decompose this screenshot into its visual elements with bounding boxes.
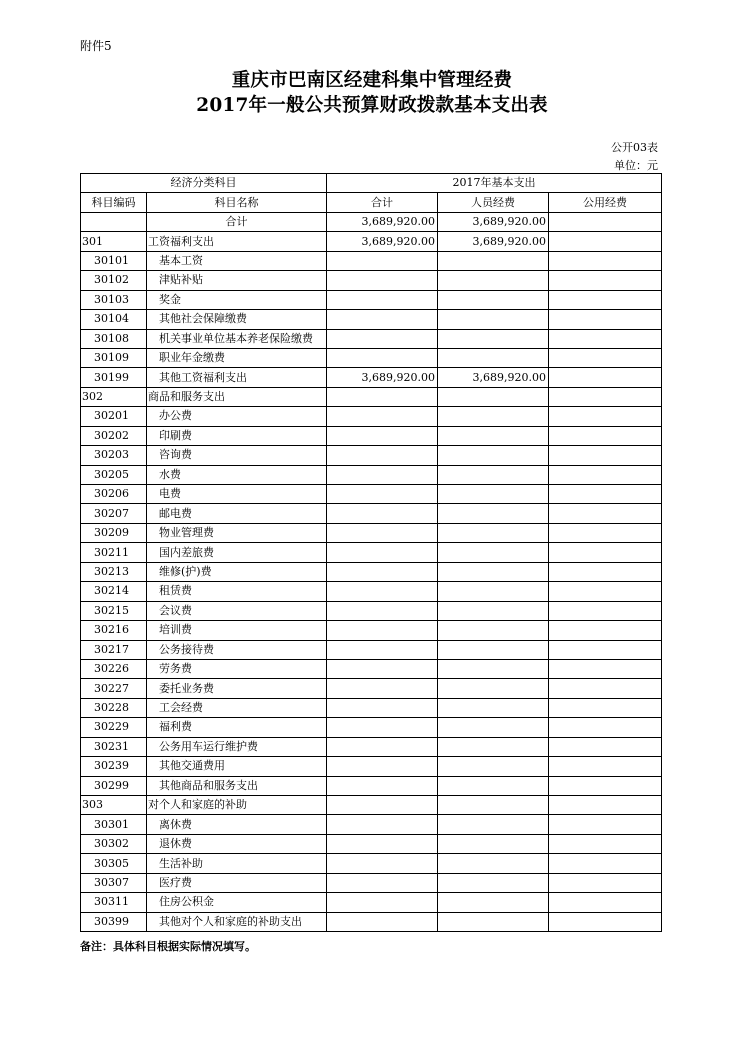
row-personnel bbox=[438, 485, 549, 504]
row-code: 30199 bbox=[81, 368, 147, 387]
row-name: 水费 bbox=[147, 465, 327, 484]
row-total bbox=[327, 426, 438, 445]
document-subtitle: 2017年一般公共预算财政拨款基本支出表 bbox=[196, 95, 548, 116]
row-public bbox=[549, 718, 662, 737]
row-public bbox=[549, 251, 662, 270]
table-row bbox=[81, 407, 662, 426]
row-code: 30307 bbox=[81, 873, 147, 892]
row-code: 30211 bbox=[81, 543, 147, 562]
row-code: 30228 bbox=[81, 698, 147, 717]
row-public bbox=[549, 523, 662, 542]
row-personnel bbox=[438, 543, 549, 562]
row-public bbox=[549, 893, 662, 912]
row-total bbox=[327, 523, 438, 542]
table-row bbox=[81, 659, 662, 678]
row-total bbox=[327, 290, 438, 309]
row-total bbox=[327, 446, 438, 465]
row-public bbox=[549, 368, 662, 387]
row-code: 30226 bbox=[81, 659, 147, 678]
table-row bbox=[81, 251, 662, 270]
row-total bbox=[327, 912, 438, 931]
table-row bbox=[81, 329, 662, 348]
row-personnel bbox=[438, 718, 549, 737]
table-row bbox=[81, 893, 662, 912]
row-total bbox=[327, 659, 438, 678]
row-name: 其他商品和服务支出 bbox=[147, 776, 327, 795]
row-name: 培训费 bbox=[147, 621, 327, 640]
row-personnel bbox=[438, 698, 549, 717]
annex-label: 附件5 bbox=[80, 39, 112, 53]
row-name: 公务用车运行维护费 bbox=[147, 737, 327, 756]
table-row bbox=[81, 523, 662, 542]
row-personnel bbox=[438, 387, 549, 406]
row-name: 退休费 bbox=[147, 834, 327, 853]
row-total bbox=[327, 757, 438, 776]
row-personnel bbox=[438, 873, 549, 892]
row-personnel bbox=[438, 815, 549, 834]
row-code: 30215 bbox=[81, 601, 147, 620]
row-public bbox=[549, 504, 662, 523]
row-personnel: 3,689,920.00 bbox=[438, 232, 549, 251]
row-code: 30102 bbox=[81, 271, 147, 290]
row-public bbox=[549, 679, 662, 698]
row-name: 其他交通费用 bbox=[147, 757, 327, 776]
row-code: 30301 bbox=[81, 815, 147, 834]
row-public bbox=[549, 446, 662, 465]
table-row bbox=[81, 387, 662, 406]
row-total bbox=[327, 698, 438, 717]
table-row bbox=[81, 368, 662, 387]
total-code-cell bbox=[81, 212, 147, 231]
row-public bbox=[549, 621, 662, 640]
header-code: 科目编码 bbox=[81, 193, 147, 212]
row-public bbox=[549, 737, 662, 756]
row-name: 公务接待费 bbox=[147, 640, 327, 659]
row-name: 医疗费 bbox=[147, 873, 327, 892]
row-public bbox=[549, 640, 662, 659]
row-name: 委托业务费 bbox=[147, 679, 327, 698]
row-personnel bbox=[438, 504, 549, 523]
row-name: 物业管理费 bbox=[147, 523, 327, 542]
table-row bbox=[81, 290, 662, 309]
row-name: 电费 bbox=[147, 485, 327, 504]
row-name: 工会经费 bbox=[147, 698, 327, 717]
row-public bbox=[549, 582, 662, 601]
row-public bbox=[549, 485, 662, 504]
header-row-2 bbox=[81, 193, 662, 212]
row-total bbox=[327, 310, 438, 329]
table-row bbox=[81, 426, 662, 445]
row-personnel: 3,689,920.00 bbox=[438, 368, 549, 387]
row-name: 国内差旅费 bbox=[147, 543, 327, 562]
row-personnel bbox=[438, 659, 549, 678]
header-name: 科目名称 bbox=[147, 193, 327, 212]
row-personnel bbox=[438, 582, 549, 601]
row-name: 机关事业单位基本养老保险缴费 bbox=[147, 329, 327, 348]
row-personnel bbox=[438, 465, 549, 484]
row-total bbox=[327, 815, 438, 834]
footnote: 备注：具体科目根据实际情况填写。 bbox=[80, 940, 256, 953]
row-code: 30103 bbox=[81, 290, 147, 309]
expenditure-table bbox=[80, 173, 662, 932]
table-row bbox=[81, 582, 662, 601]
table-row bbox=[81, 815, 662, 834]
row-code: 30203 bbox=[81, 446, 147, 465]
row-personnel bbox=[438, 757, 549, 776]
row-code: 30207 bbox=[81, 504, 147, 523]
row-name: 其他社会保障缴费 bbox=[147, 310, 327, 329]
row-public bbox=[549, 815, 662, 834]
table-row bbox=[81, 348, 662, 367]
row-name: 会议费 bbox=[147, 601, 327, 620]
row-code: 30209 bbox=[81, 523, 147, 542]
row-name: 邮电费 bbox=[147, 504, 327, 523]
row-total bbox=[327, 582, 438, 601]
row-personnel bbox=[438, 679, 549, 698]
row-name: 租赁费 bbox=[147, 582, 327, 601]
header-basic-expense: 2017年基本支出 bbox=[327, 174, 662, 193]
row-code: 30213 bbox=[81, 562, 147, 581]
header-total: 合计 bbox=[327, 193, 438, 212]
row-personnel bbox=[438, 893, 549, 912]
row-personnel bbox=[438, 251, 549, 270]
header-public: 公用经费 bbox=[549, 193, 662, 212]
row-personnel bbox=[438, 523, 549, 542]
row-personnel bbox=[438, 854, 549, 873]
row-total bbox=[327, 621, 438, 640]
row-name: 商品和服务支出 bbox=[147, 387, 327, 406]
row-code: 30205 bbox=[81, 465, 147, 484]
row-public bbox=[549, 310, 662, 329]
row-personnel bbox=[438, 426, 549, 445]
table-row bbox=[81, 271, 662, 290]
table-row bbox=[81, 543, 662, 562]
row-total bbox=[327, 465, 438, 484]
row-total bbox=[327, 893, 438, 912]
row-public bbox=[549, 601, 662, 620]
row-public bbox=[549, 290, 662, 309]
table-row bbox=[81, 562, 662, 581]
total-personnel: 3,689,920.00 bbox=[438, 212, 549, 231]
row-total bbox=[327, 640, 438, 659]
row-code: 30202 bbox=[81, 426, 147, 445]
table-row bbox=[81, 679, 662, 698]
row-code: 30231 bbox=[81, 737, 147, 756]
header-personnel: 人员经费 bbox=[438, 193, 549, 212]
row-code: 30305 bbox=[81, 854, 147, 873]
row-name: 维修(护)费 bbox=[147, 562, 327, 581]
row-personnel bbox=[438, 796, 549, 815]
form-code: 公开03表 bbox=[611, 141, 658, 154]
row-total bbox=[327, 834, 438, 853]
row-personnel bbox=[438, 407, 549, 426]
table-row bbox=[81, 718, 662, 737]
table-row bbox=[81, 737, 662, 756]
row-code: 30217 bbox=[81, 640, 147, 659]
row-name: 咨询费 bbox=[147, 446, 327, 465]
row-total bbox=[327, 251, 438, 270]
row-code: 30216 bbox=[81, 621, 147, 640]
row-code: 30239 bbox=[81, 757, 147, 776]
row-public bbox=[549, 387, 662, 406]
row-public bbox=[549, 834, 662, 853]
table-row bbox=[81, 834, 662, 853]
row-total bbox=[327, 329, 438, 348]
table-row bbox=[81, 232, 662, 251]
table-row bbox=[81, 621, 662, 640]
row-public bbox=[549, 562, 662, 581]
row-total bbox=[327, 601, 438, 620]
row-name: 其他对个人和家庭的补助支出 bbox=[147, 912, 327, 931]
header-economic-class: 经济分类科目 bbox=[81, 174, 327, 193]
row-code: 30201 bbox=[81, 407, 147, 426]
row-name: 离休费 bbox=[147, 815, 327, 834]
row-name: 劳务费 bbox=[147, 659, 327, 678]
total-label: 合计 bbox=[147, 212, 327, 231]
row-code: 30101 bbox=[81, 251, 147, 270]
row-personnel bbox=[438, 621, 549, 640]
row-name: 福利费 bbox=[147, 718, 327, 737]
row-code: 30399 bbox=[81, 912, 147, 931]
row-code: 30214 bbox=[81, 582, 147, 601]
row-total bbox=[327, 407, 438, 426]
row-total bbox=[327, 718, 438, 737]
row-public bbox=[549, 271, 662, 290]
row-total bbox=[327, 796, 438, 815]
row-total bbox=[327, 873, 438, 892]
row-total bbox=[327, 854, 438, 873]
row-public bbox=[549, 873, 662, 892]
row-name: 津贴补贴 bbox=[147, 271, 327, 290]
row-personnel bbox=[438, 271, 549, 290]
row-total bbox=[327, 737, 438, 756]
header-row-1 bbox=[81, 174, 662, 193]
row-name: 职业年金缴费 bbox=[147, 348, 327, 367]
row-name: 办公费 bbox=[147, 407, 327, 426]
row-personnel bbox=[438, 348, 549, 367]
row-total: 3,689,920.00 bbox=[327, 232, 438, 251]
row-personnel bbox=[438, 446, 549, 465]
row-public bbox=[549, 757, 662, 776]
row-personnel bbox=[438, 329, 549, 348]
row-total bbox=[327, 543, 438, 562]
row-public bbox=[549, 543, 662, 562]
row-code: 30227 bbox=[81, 679, 147, 698]
row-total bbox=[327, 348, 438, 367]
row-personnel bbox=[438, 834, 549, 853]
row-code: 30299 bbox=[81, 776, 147, 795]
row-personnel bbox=[438, 290, 549, 309]
row-public bbox=[549, 854, 662, 873]
row-name: 住房公积金 bbox=[147, 893, 327, 912]
table-row bbox=[81, 873, 662, 892]
row-public bbox=[549, 659, 662, 678]
row-name: 基本工资 bbox=[147, 251, 327, 270]
row-total bbox=[327, 485, 438, 504]
row-code: 30104 bbox=[81, 310, 147, 329]
row-name: 对个人和家庭的补助 bbox=[147, 796, 327, 815]
row-public bbox=[549, 912, 662, 931]
row-code: 301 bbox=[81, 232, 147, 251]
row-code: 30108 bbox=[81, 329, 147, 348]
table-row bbox=[81, 854, 662, 873]
row-code: 30311 bbox=[81, 893, 147, 912]
table-row bbox=[81, 485, 662, 504]
table-row bbox=[81, 698, 662, 717]
row-personnel bbox=[438, 776, 549, 795]
row-public bbox=[549, 348, 662, 367]
row-name: 工资福利支出 bbox=[147, 232, 327, 251]
row-total bbox=[327, 504, 438, 523]
row-total bbox=[327, 562, 438, 581]
row-code: 30302 bbox=[81, 834, 147, 853]
row-total: 3,689,920.00 bbox=[327, 368, 438, 387]
table-row bbox=[81, 310, 662, 329]
row-code: 30206 bbox=[81, 485, 147, 504]
row-personnel bbox=[438, 912, 549, 931]
row-code: 30109 bbox=[81, 348, 147, 367]
row-public bbox=[549, 796, 662, 815]
row-total bbox=[327, 387, 438, 406]
row-public bbox=[549, 232, 662, 251]
table-row bbox=[81, 796, 662, 815]
row-name: 奖金 bbox=[147, 290, 327, 309]
row-public bbox=[549, 329, 662, 348]
total-amount: 3,689,920.00 bbox=[327, 212, 438, 231]
row-personnel bbox=[438, 640, 549, 659]
row-personnel bbox=[438, 737, 549, 756]
total-public bbox=[549, 212, 662, 231]
table-row bbox=[81, 465, 662, 484]
row-name: 印刷费 bbox=[147, 426, 327, 445]
row-code: 30229 bbox=[81, 718, 147, 737]
row-public bbox=[549, 698, 662, 717]
table-row bbox=[81, 601, 662, 620]
row-total bbox=[327, 271, 438, 290]
table-row bbox=[81, 912, 662, 931]
row-name: 其他工资福利支出 bbox=[147, 368, 327, 387]
table-row bbox=[81, 640, 662, 659]
row-public bbox=[549, 426, 662, 445]
row-public bbox=[549, 776, 662, 795]
row-personnel bbox=[438, 310, 549, 329]
row-code: 303 bbox=[81, 796, 147, 815]
total-row bbox=[81, 212, 662, 231]
table-row bbox=[81, 504, 662, 523]
unit-label: 单位：元 bbox=[614, 159, 658, 172]
row-total bbox=[327, 776, 438, 795]
document-title: 重庆市巴南区经建科集中管理经费 bbox=[231, 70, 513, 91]
row-code: 302 bbox=[81, 387, 147, 406]
row-personnel bbox=[438, 562, 549, 581]
table-row bbox=[81, 776, 662, 795]
row-total bbox=[327, 679, 438, 698]
row-name: 生活补助 bbox=[147, 854, 327, 873]
row-public bbox=[549, 407, 662, 426]
row-personnel bbox=[438, 601, 549, 620]
row-public bbox=[549, 465, 662, 484]
table-row bbox=[81, 757, 662, 776]
table-row bbox=[81, 446, 662, 465]
